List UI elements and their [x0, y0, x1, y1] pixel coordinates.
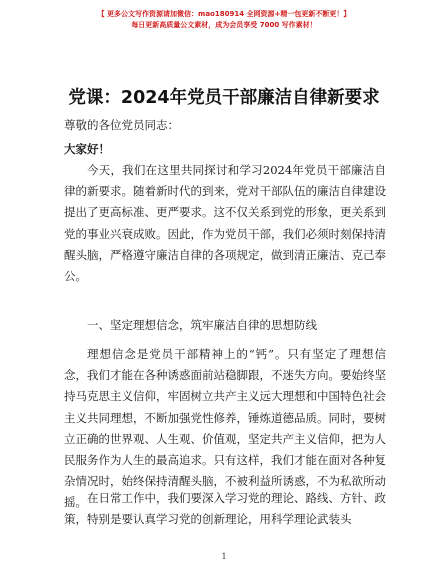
- paragraph-daily-work: 在日常工作中，我们要深入学习党的理论、路线、方针、政策，特别是要认真学习党的创新理论，用科学理论武装头: [64, 491, 386, 527]
- section-heading-1: 一、坚定理想信念，筑牢廉洁自律的思想防线: [87, 318, 317, 332]
- document-title: 党课：2024年党员干部廉洁自律新要求: [68, 88, 380, 108]
- page-number: 1: [221, 552, 227, 561]
- salutation: 尊敬的各位党员同志：: [64, 118, 179, 132]
- greeting: 大家好！: [64, 142, 110, 156]
- paragraph-ideals: 理想信念是党员干部精神上的“钙”。只有坚定了理想信念，我们才能在各种诱惑面前站稳脚跟，不迷失方向。要始终坚持马克思主义信仰，牢固树立共产主义远大理想和中国特色社会主义共同理想，不断加强党性修养，锤炼道德品质。同时，要树立正确的世界观、人生观、价值观，坚定共产主义信仰，把为人民服务作为人生的最高追求。只有这样，我们才能在面对各种复杂情况时，始终保持清醒头脑，不被利益所诱惑，不为私欲所动摇。: [64, 347, 386, 510]
- promo-banner-line-1: 【 更多公文写作资源请加微信：mao180914 全网资源+精一包更新不断更！】: [97, 10, 351, 18]
- promo-banner-line-2: 每日更新高质量公文素材，成为会员享受 7000 写作素材！: [131, 21, 317, 29]
- paragraph-intro: 今天，我们在这里共同探讨和学习2024年党员干部廉洁自律的新要求。随着新时代的到来，党对干部队伍的廉洁自律建设提出了更高标准、更严要求。这不仅关系到党的形象，更关系到党的事业兴衰成败。因此，作为党员干部，我们必须时刻保持清醒头脑，严格遵守廉洁自律的各项规定，做到清正廉洁、克己奉公。: [64, 163, 386, 284]
